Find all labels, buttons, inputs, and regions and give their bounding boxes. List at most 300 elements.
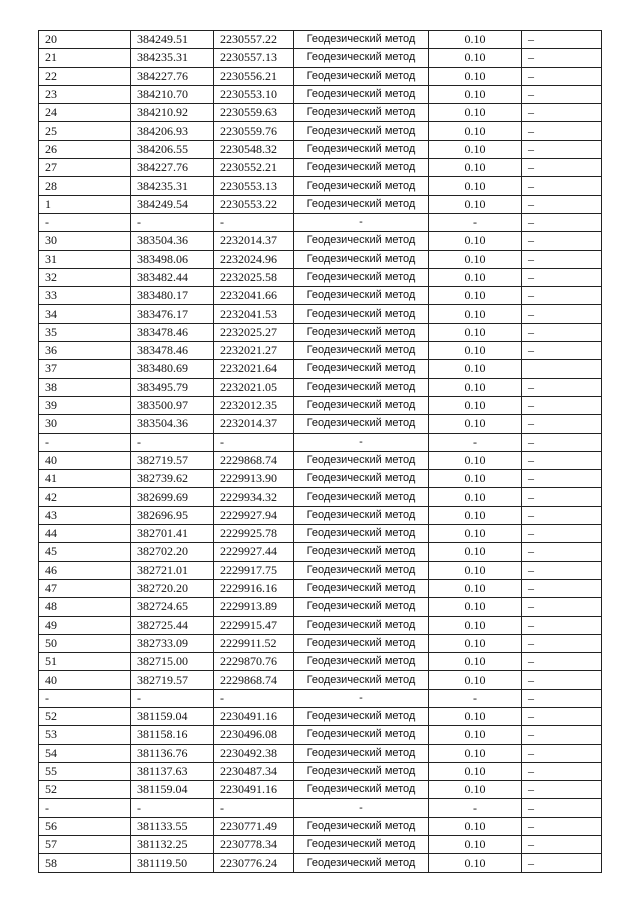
y-coordinate-cell: 2230496.08 (214, 726, 294, 744)
x-coordinate-cell: 382719.57 (131, 671, 214, 689)
point-number-cell: 46 (39, 561, 131, 579)
point-number-cell: 44 (39, 525, 131, 543)
point-number-cell: 51 (39, 653, 131, 671)
point-number-cell: 32 (39, 268, 131, 286)
point-number-cell: 42 (39, 488, 131, 506)
point-number-cell: 40 (39, 671, 131, 689)
y-coordinate-cell: 2230487.34 (214, 762, 294, 780)
note-cell: – (522, 598, 602, 616)
method-cell: Геодезический метод (294, 525, 429, 543)
x-coordinate-cell: 383480.17 (131, 287, 214, 305)
accuracy-cell: - (429, 689, 522, 707)
table-row (39, 689, 602, 707)
note-cell: – (522, 268, 602, 286)
y-coordinate-cell: 2232014.37 (214, 232, 294, 250)
method-cell: Геодезический метод (294, 451, 429, 469)
table-row (39, 159, 602, 177)
table-row (39, 799, 602, 817)
method-cell: - (294, 433, 429, 451)
accuracy-cell: 0.10 (429, 305, 522, 323)
y-coordinate-cell: 2230559.63 (214, 104, 294, 122)
table-row (39, 323, 602, 341)
y-coordinate-cell: 2229916.16 (214, 579, 294, 597)
note-cell: – (522, 323, 602, 341)
note-cell: – (522, 85, 602, 103)
method-cell: Геодезический метод (294, 250, 429, 268)
x-coordinate-cell: 383476.17 (131, 305, 214, 323)
point-number-cell: 1 (39, 195, 131, 213)
table-row (39, 195, 602, 213)
accuracy-cell: 0.10 (429, 232, 522, 250)
y-coordinate-cell: 2230553.10 (214, 85, 294, 103)
method-cell: Геодезический метод (294, 762, 429, 780)
method-cell: Геодезический метод (294, 85, 429, 103)
note-cell: – (522, 159, 602, 177)
accuracy-cell: - (429, 433, 522, 451)
point-number-cell: 38 (39, 378, 131, 396)
coordinates-table (38, 30, 602, 873)
note-cell: – (522, 817, 602, 835)
x-coordinate-cell: 382725.44 (131, 616, 214, 634)
point-number-cell: 33 (39, 287, 131, 305)
table-row (39, 653, 602, 671)
y-coordinate-cell: 2232024.96 (214, 250, 294, 268)
table-row (39, 396, 602, 414)
note-cell: – (522, 195, 602, 213)
table-row (39, 104, 602, 122)
method-cell: Геодезический метод (294, 378, 429, 396)
x-coordinate-cell: - (131, 213, 214, 231)
x-coordinate-cell: 383480.69 (131, 360, 214, 378)
accuracy-cell: 0.10 (429, 104, 522, 122)
x-coordinate-cell: 382739.62 (131, 470, 214, 488)
table-row (39, 707, 602, 725)
accuracy-cell: 0.10 (429, 122, 522, 140)
table-row (39, 525, 602, 543)
x-coordinate-cell: 383504.36 (131, 232, 214, 250)
accuracy-cell: 0.10 (429, 470, 522, 488)
method-cell: Геодезический метод (294, 634, 429, 652)
note-cell: – (522, 396, 602, 414)
point-number-cell: 47 (39, 579, 131, 597)
note-cell: – (522, 451, 602, 469)
note-cell: – (522, 287, 602, 305)
y-coordinate-cell: 2229927.94 (214, 506, 294, 524)
accuracy-cell: 0.10 (429, 616, 522, 634)
method-cell: Геодезический метод (294, 598, 429, 616)
point-number-cell: 39 (39, 396, 131, 414)
table-row (39, 762, 602, 780)
method-cell: Геодезический метод (294, 506, 429, 524)
accuracy-cell: 0.10 (429, 396, 522, 414)
point-number-cell: 30 (39, 415, 131, 433)
table-row (39, 232, 602, 250)
y-coordinate-cell: 2232012.35 (214, 396, 294, 414)
point-number-cell: 53 (39, 726, 131, 744)
x-coordinate-cell: 384249.51 (131, 31, 214, 49)
accuracy-cell: - (429, 213, 522, 231)
point-number-cell: - (39, 213, 131, 231)
accuracy-cell: 0.10 (429, 653, 522, 671)
x-coordinate-cell: 382696.95 (131, 506, 214, 524)
table-row (39, 31, 602, 49)
x-coordinate-cell: 382699.69 (131, 488, 214, 506)
note-cell: – (522, 854, 602, 872)
y-coordinate-cell: 2230557.13 (214, 49, 294, 67)
x-coordinate-cell: 382721.01 (131, 561, 214, 579)
point-number-cell: 56 (39, 817, 131, 835)
table-row (39, 360, 602, 378)
y-coordinate-cell: 2229868.74 (214, 671, 294, 689)
point-number-cell: 34 (39, 305, 131, 323)
table-row (39, 488, 602, 506)
note-cell: – (522, 543, 602, 561)
method-cell: Геодезический метод (294, 561, 429, 579)
table-row (39, 433, 602, 451)
table-row (39, 305, 602, 323)
accuracy-cell: 0.10 (429, 415, 522, 433)
note-cell: – (522, 799, 602, 817)
accuracy-cell: 0.10 (429, 543, 522, 561)
y-coordinate-cell: 2230491.16 (214, 707, 294, 725)
x-coordinate-cell: 383478.46 (131, 323, 214, 341)
y-coordinate-cell: - (214, 213, 294, 231)
point-number-cell: 55 (39, 762, 131, 780)
accuracy-cell: 0.10 (429, 781, 522, 799)
accuracy-cell: 0.10 (429, 177, 522, 195)
method-cell: Геодезический метод (294, 817, 429, 835)
table-row (39, 598, 602, 616)
x-coordinate-cell: 382720.20 (131, 579, 214, 597)
y-coordinate-cell: 2229925.78 (214, 525, 294, 543)
x-coordinate-cell: 381137.63 (131, 762, 214, 780)
point-number-cell: 23 (39, 85, 131, 103)
y-coordinate-cell: 2230553.22 (214, 195, 294, 213)
method-cell: Геодезический метод (294, 470, 429, 488)
x-coordinate-cell: 383482.44 (131, 268, 214, 286)
method-cell: Геодезический метод (294, 854, 429, 872)
point-number-cell: 35 (39, 323, 131, 341)
note-cell: – (522, 579, 602, 597)
x-coordinate-cell: 383495.79 (131, 378, 214, 396)
point-number-cell: 31 (39, 250, 131, 268)
y-coordinate-cell: 2232041.53 (214, 305, 294, 323)
method-cell: Геодезический метод (294, 360, 429, 378)
y-coordinate-cell: 2230548.32 (214, 140, 294, 158)
method-cell: Геодезический метод (294, 707, 429, 725)
method-cell: Геодезический метод (294, 653, 429, 671)
x-coordinate-cell: 381119.50 (131, 854, 214, 872)
note-cell: – (522, 689, 602, 707)
table-row (39, 451, 602, 469)
method-cell: Геодезический метод (294, 67, 429, 85)
accuracy-cell: 0.10 (429, 451, 522, 469)
point-number-cell: - (39, 433, 131, 451)
note-cell: – (522, 213, 602, 231)
table-row (39, 268, 602, 286)
x-coordinate-cell: 381133.55 (131, 817, 214, 835)
y-coordinate-cell: 2232025.27 (214, 323, 294, 341)
x-coordinate-cell: 382715.00 (131, 653, 214, 671)
method-cell: Геодезический метод (294, 342, 429, 360)
x-coordinate-cell: 384206.93 (131, 122, 214, 140)
table-row (39, 616, 602, 634)
x-coordinate-cell: 382724.65 (131, 598, 214, 616)
table-row (39, 67, 602, 85)
point-number-cell: 24 (39, 104, 131, 122)
note-cell: – (522, 177, 602, 195)
note-cell (522, 360, 602, 378)
point-number-cell: 26 (39, 140, 131, 158)
point-number-cell: 25 (39, 122, 131, 140)
y-coordinate-cell: - (214, 799, 294, 817)
accuracy-cell: 0.10 (429, 140, 522, 158)
y-coordinate-cell: 2229915.47 (214, 616, 294, 634)
table-row (39, 415, 602, 433)
y-coordinate-cell: 2229870.76 (214, 653, 294, 671)
method-cell: Геодезический метод (294, 104, 429, 122)
note-cell: – (522, 634, 602, 652)
accuracy-cell: 0.10 (429, 726, 522, 744)
point-number-cell: 20 (39, 31, 131, 49)
method-cell: Геодезический метод (294, 268, 429, 286)
accuracy-cell: 0.10 (429, 671, 522, 689)
x-coordinate-cell: - (131, 433, 214, 451)
y-coordinate-cell: 2230771.49 (214, 817, 294, 835)
x-coordinate-cell: 382702.20 (131, 543, 214, 561)
accuracy-cell: 0.10 (429, 31, 522, 49)
note-cell: – (522, 470, 602, 488)
table-row (39, 140, 602, 158)
accuracy-cell: 0.10 (429, 360, 522, 378)
note-cell: – (522, 781, 602, 799)
point-number-cell: 52 (39, 707, 131, 725)
table-row (39, 470, 602, 488)
method-cell: Геодезический метод (294, 396, 429, 414)
note-cell: – (522, 836, 602, 854)
coordinates-table-body (39, 31, 602, 873)
accuracy-cell: 0.10 (429, 762, 522, 780)
y-coordinate-cell: 2230492.38 (214, 744, 294, 762)
accuracy-cell: 0.10 (429, 836, 522, 854)
table-row (39, 177, 602, 195)
method-cell: Геодезический метод (294, 140, 429, 158)
y-coordinate-cell: 2230556.21 (214, 67, 294, 85)
x-coordinate-cell: 381158.16 (131, 726, 214, 744)
note-cell: – (522, 561, 602, 579)
x-coordinate-cell: 383500.97 (131, 396, 214, 414)
note-cell: – (522, 378, 602, 396)
point-number-cell: 54 (39, 744, 131, 762)
point-number-cell: 49 (39, 616, 131, 634)
table-row (39, 378, 602, 396)
table-row (39, 122, 602, 140)
note-cell: – (522, 744, 602, 762)
y-coordinate-cell: 2232014.37 (214, 415, 294, 433)
accuracy-cell: 0.10 (429, 268, 522, 286)
note-cell: – (522, 140, 602, 158)
accuracy-cell: 0.10 (429, 561, 522, 579)
y-coordinate-cell: 2229911.52 (214, 634, 294, 652)
method-cell: Геодезический метод (294, 49, 429, 67)
point-number-cell: - (39, 689, 131, 707)
y-coordinate-cell: 2230557.22 (214, 31, 294, 49)
note-cell: – (522, 49, 602, 67)
point-number-cell: - (39, 799, 131, 817)
method-cell: Геодезический метод (294, 159, 429, 177)
accuracy-cell: 0.10 (429, 378, 522, 396)
x-coordinate-cell: - (131, 689, 214, 707)
method-cell: Геодезический метод (294, 579, 429, 597)
y-coordinate-cell: 2232041.66 (214, 287, 294, 305)
table-row (39, 726, 602, 744)
point-number-cell: 45 (39, 543, 131, 561)
y-coordinate-cell: 2229934.32 (214, 488, 294, 506)
accuracy-cell: 0.10 (429, 287, 522, 305)
note-cell: – (522, 762, 602, 780)
note-cell: – (522, 707, 602, 725)
accuracy-cell: 0.10 (429, 744, 522, 762)
table-row (39, 854, 602, 872)
table-row (39, 506, 602, 524)
note-cell: – (522, 250, 602, 268)
table-row (39, 836, 602, 854)
table-row (39, 634, 602, 652)
accuracy-cell: 0.10 (429, 634, 522, 652)
note-cell: – (522, 122, 602, 140)
x-coordinate-cell: 381159.04 (131, 707, 214, 725)
method-cell: Геодезический метод (294, 616, 429, 634)
x-coordinate-cell: 382701.41 (131, 525, 214, 543)
table-row (39, 250, 602, 268)
accuracy-cell: 0.10 (429, 85, 522, 103)
note-cell: – (522, 305, 602, 323)
point-number-cell: 41 (39, 470, 131, 488)
method-cell: Геодезический метод (294, 195, 429, 213)
accuracy-cell: 0.10 (429, 323, 522, 341)
x-coordinate-cell: 381132.25 (131, 836, 214, 854)
y-coordinate-cell: 2230553.13 (214, 177, 294, 195)
table-row (39, 342, 602, 360)
method-cell: Геодезический метод (294, 836, 429, 854)
table-row (39, 85, 602, 103)
y-coordinate-cell: 2229913.89 (214, 598, 294, 616)
x-coordinate-cell: 383478.46 (131, 342, 214, 360)
y-coordinate-cell: 2229927.44 (214, 543, 294, 561)
x-coordinate-cell: - (131, 799, 214, 817)
note-cell: – (522, 342, 602, 360)
point-number-cell: 43 (39, 506, 131, 524)
y-coordinate-cell: 2232025.58 (214, 268, 294, 286)
x-coordinate-cell: 382733.09 (131, 634, 214, 652)
method-cell: Геодезический метод (294, 31, 429, 49)
y-coordinate-cell: 2229917.75 (214, 561, 294, 579)
note-cell: – (522, 488, 602, 506)
note-cell: – (522, 415, 602, 433)
accuracy-cell: 0.10 (429, 506, 522, 524)
accuracy-cell: 0.10 (429, 195, 522, 213)
point-number-cell: 40 (39, 451, 131, 469)
x-coordinate-cell: 383498.06 (131, 250, 214, 268)
point-number-cell: 30 (39, 232, 131, 250)
table-row (39, 671, 602, 689)
method-cell: Геодезический метод (294, 671, 429, 689)
point-number-cell: 37 (39, 360, 131, 378)
method-cell: - (294, 689, 429, 707)
x-coordinate-cell: 384235.31 (131, 49, 214, 67)
table-row (39, 817, 602, 835)
x-coordinate-cell: 384227.76 (131, 159, 214, 177)
note-cell: – (522, 232, 602, 250)
accuracy-cell: 0.10 (429, 598, 522, 616)
x-coordinate-cell: 384227.76 (131, 67, 214, 85)
method-cell: Геодезический метод (294, 744, 429, 762)
method-cell: Геодезический метод (294, 488, 429, 506)
note-cell: – (522, 31, 602, 49)
point-number-cell: 22 (39, 67, 131, 85)
table-row (39, 561, 602, 579)
y-coordinate-cell: - (214, 433, 294, 451)
method-cell: Геодезический метод (294, 415, 429, 433)
note-cell: – (522, 525, 602, 543)
method-cell: Геодезический метод (294, 543, 429, 561)
note-cell: – (522, 433, 602, 451)
x-coordinate-cell: 384249.54 (131, 195, 214, 213)
x-coordinate-cell: 381159.04 (131, 781, 214, 799)
accuracy-cell: 0.10 (429, 49, 522, 67)
point-number-cell: 57 (39, 836, 131, 854)
point-number-cell: 27 (39, 159, 131, 177)
y-coordinate-cell: 2230491.16 (214, 781, 294, 799)
x-coordinate-cell: 384206.55 (131, 140, 214, 158)
point-number-cell: 52 (39, 781, 131, 799)
table-row (39, 213, 602, 231)
y-coordinate-cell: 2229868.74 (214, 451, 294, 469)
accuracy-cell: 0.10 (429, 817, 522, 835)
accuracy-cell: - (429, 799, 522, 817)
method-cell: Геодезический метод (294, 177, 429, 195)
point-number-cell: 48 (39, 598, 131, 616)
y-coordinate-cell: 2232021.27 (214, 342, 294, 360)
y-coordinate-cell: 2230559.76 (214, 122, 294, 140)
accuracy-cell: 0.10 (429, 342, 522, 360)
accuracy-cell: 0.10 (429, 854, 522, 872)
x-coordinate-cell: 381136.76 (131, 744, 214, 762)
accuracy-cell: 0.10 (429, 525, 522, 543)
note-cell: – (522, 67, 602, 85)
y-coordinate-cell: 2229913.90 (214, 470, 294, 488)
table-row (39, 744, 602, 762)
table-row (39, 49, 602, 67)
note-cell: – (522, 506, 602, 524)
point-number-cell: 58 (39, 854, 131, 872)
method-cell: - (294, 799, 429, 817)
accuracy-cell: 0.10 (429, 67, 522, 85)
note-cell: – (522, 616, 602, 634)
method-cell: Геодезический метод (294, 232, 429, 250)
x-coordinate-cell: 383504.36 (131, 415, 214, 433)
method-cell: Геодезический метод (294, 122, 429, 140)
accuracy-cell: 0.10 (429, 159, 522, 177)
table-row (39, 543, 602, 561)
accuracy-cell: 0.10 (429, 579, 522, 597)
accuracy-cell: 0.10 (429, 488, 522, 506)
x-coordinate-cell: 384210.70 (131, 85, 214, 103)
table-row (39, 579, 602, 597)
y-coordinate-cell: 2232021.05 (214, 378, 294, 396)
point-number-cell: 21 (39, 49, 131, 67)
note-cell: – (522, 104, 602, 122)
